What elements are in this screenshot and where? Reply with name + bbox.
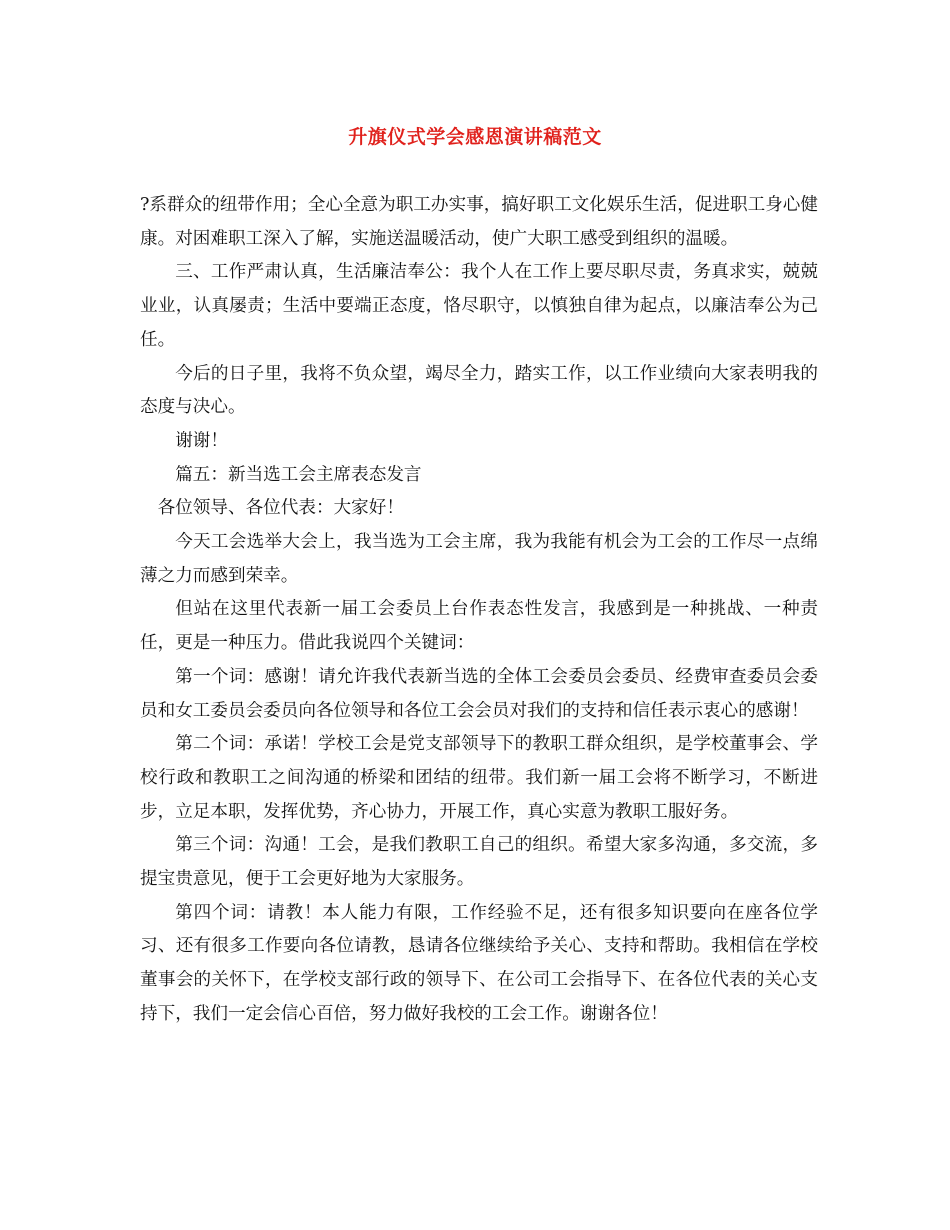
paragraph-keyword-one: 第一个词：感谢！请允许我代表新当选的全体工会委员会委员、经费审查委员会委员和女工委员会委员向各位领导和各位工会会员对我们的支持和信任表示衷心的感谢！ — [140, 666, 818, 721]
paragraph-future-commitment: 今后的日子里，我将不负众望，竭尽全力，踏实工作，以工作业绩向大家表明我的态度与决心。 — [140, 363, 818, 418]
paragraph-section-three: 三、工作严肃认真，生活廉洁奉公：我个人在工作上要尽职尽责，务真求实，兢兢业业，认真屡责；生活中要端正态度，恪尽职守，以慎独自律为起点，以廉洁奉公为己任。 — [140, 262, 818, 350]
paragraph-challenge: 但站在这里代表新一届工会委员上台作表态性发言，我感到是一种挑战、一种责任，更是一种压力。借此我说四个关键词： — [140, 599, 818, 654]
paragraph-keyword-four: 第四个词：请教！本人能力有限，工作经验不足，还有很多知识要向在座各位学习、还有很多工作要向各位请教，恳请各位继续给予关心、支持和帮助。我相信在学校董事会的关怀下，在学校支部行政的领导下、在公司工会指导下、在各位代表的关心支持下，我们一定会信心百倍，努力做好我校的工会工作。谢谢各位！ — [140, 902, 818, 1024]
paragraph-election-intro: 今天工会选举大会上，我当选为工会主席，我为我能有机会为工会的工作尽一点绵薄之力而感到荣幸。 — [140, 532, 818, 586]
section-heading-part-five: 篇五：新当选工会主席表态发言 — [175, 464, 422, 485]
paragraph-keyword-two: 第二个词：承诺！学校工会是党支部领导下的教职工群众组织，是学校董事会、学校行政和教职工之间沟通的桥梁和团结的纽带。我们新一届工会将不断学习，不断进步，立足本职，发挥优势，齐心协力，开展工作，真心实意为教职工服好务。 — [140, 734, 818, 822]
paragraph-salutation: 各位领导、各位代表：大家好！ — [157, 498, 404, 519]
paragraph-keyword-three: 第三个词：沟通！工会，是我们教职工自己的组织。希望大家多沟通，多交流，多提宝贵意见，便于工会更好地为大家服务。 — [140, 835, 818, 890]
paragraph-thanks: 谢谢！ — [175, 430, 228, 451]
document-body — [140, 189, 818, 1032]
paragraph-continuation: ?系群众的纽带作用；全心全意为职工办实事，搞好职工文化娱乐生活，促进职工身心健康。对困难职工深入了解，实施送温暖活动，使广大职工感受到组织的温暖。 — [140, 195, 818, 249]
document-title: 升旗仪式学会感恩演讲稿范文 — [348, 126, 602, 148]
